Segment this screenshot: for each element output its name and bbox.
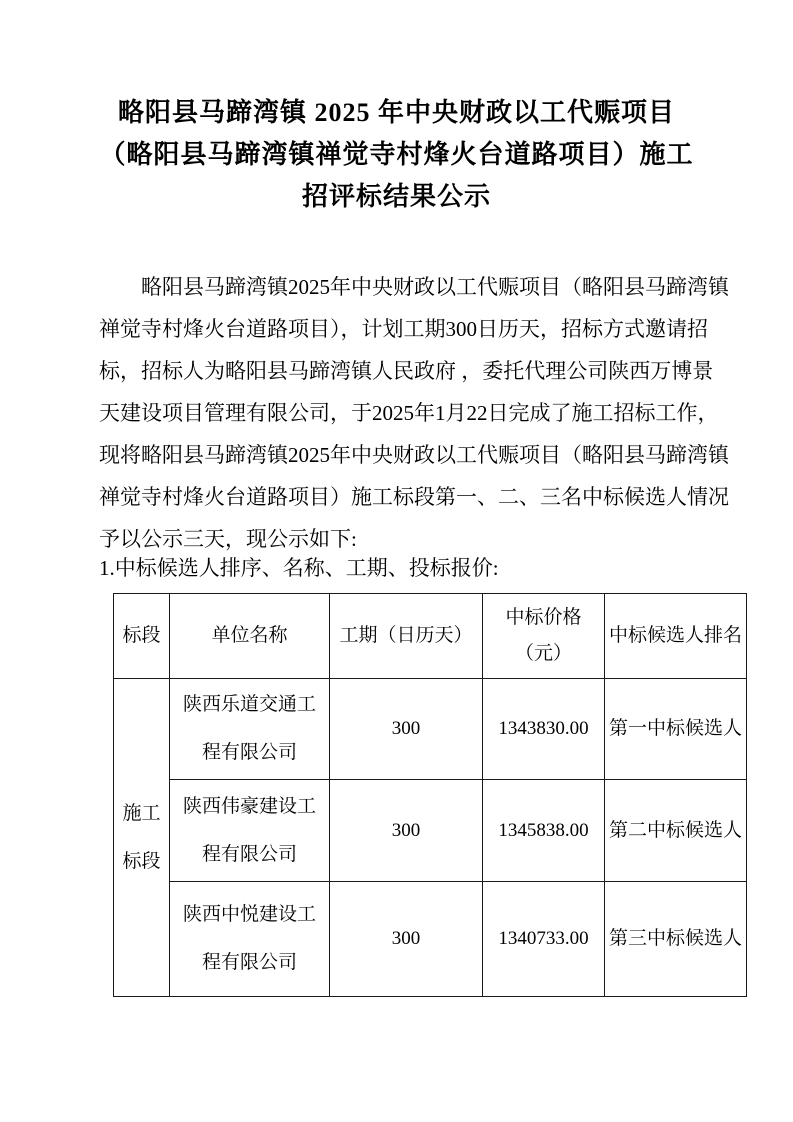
title-line: （略阳县马蹄湾镇禅觉寺村烽火台道路项目）施工 [99, 140, 694, 169]
document-title [48, 92, 745, 218]
paragraph-line: 禅觉寺村烽火台道路项目），计划工期300日历天，招标方式邀请招 [99, 317, 708, 341]
paragraph-line: 天建设项目管理有限公司，于2025年1月22日完成了施工招标工作， [99, 401, 719, 425]
price-cell: 1343830.00 [483, 679, 605, 780]
price-cell: 1340733.00 [483, 882, 605, 997]
list-heading: 1.中标候选人排序、名称、工期、投标报价: [99, 556, 499, 580]
table-header-cell: 中标价格 （元） [483, 594, 605, 679]
table-head [114, 594, 747, 679]
paragraph-line: 予以公示三天，现公示如下: [99, 527, 357, 551]
paragraph-line: 禅觉寺村烽火台道路项目）施工标段第一、二、三名中标候选人情况 [99, 485, 729, 509]
rank-cell: 第二中标候选人 [605, 780, 747, 882]
duration-cell: 300 [330, 780, 483, 882]
bid-result-table [113, 593, 747, 997]
table-row [114, 780, 747, 882]
title-line: 略阳县马蹄湾镇 2025 年中央财政以工代赈项目 [117, 98, 675, 127]
price-cell: 1345838.00 [483, 780, 605, 882]
paragraph-line: 略阳县马蹄湾镇2025年中央财政以工代赈项目（略阳县马蹄湾镇 [141, 275, 729, 299]
table-header-cell: 标段 [114, 594, 170, 679]
rank-cell: 第三中标候选人 [605, 882, 747, 997]
section-label-cell: 施工 标段 [114, 679, 170, 997]
table-body [114, 679, 747, 997]
paragraph-line: 现将略阳县马蹄湾镇2025年中央财政以工代赈项目（略阳县马蹄湾镇 [99, 443, 729, 467]
duration-cell: 300 [330, 882, 483, 997]
title-line: 招评标结果公示 [301, 182, 491, 211]
table-header-cell: 工期（日历天） [330, 594, 483, 679]
table-row [114, 679, 747, 780]
table-header-cell: 单位名称 [170, 594, 330, 679]
table-header-row [114, 594, 747, 679]
table-header-cell: 中标候选人排名 [605, 594, 747, 679]
rank-cell: 第一中标候选人 [605, 679, 747, 780]
company-name-cell: 陕西中悦建设工 程有限公司 [170, 882, 330, 997]
paragraph-line: 标，招标人为略阳县马蹄湾镇人民政府 ，委托代理公司陕西万博景 [99, 359, 714, 383]
company-name-cell: 陕西乐道交通工 程有限公司 [170, 679, 330, 780]
duration-cell: 300 [330, 679, 483, 780]
table-row [114, 882, 747, 997]
document-paragraph [99, 266, 729, 560]
company-name-cell: 陕西伟豪建设工 程有限公司 [170, 780, 330, 882]
